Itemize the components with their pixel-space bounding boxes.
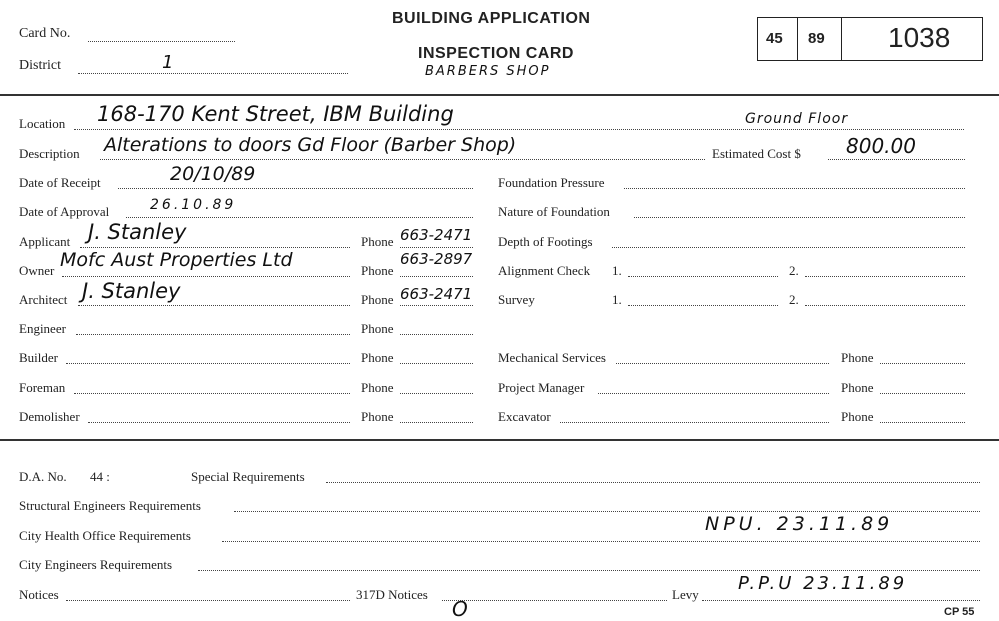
health-label: City Health Office Requirements [19, 528, 191, 543]
date-receipt-field [118, 188, 473, 189]
city-eng-label: City Engineers Requirements [19, 557, 173, 572]
engineer-field [76, 334, 350, 335]
divider-bottom [0, 439, 999, 441]
foundation-pressure-field [624, 188, 965, 189]
demolisher-phone-field [400, 422, 473, 423]
title-annotation: BARBERS SHOP [425, 64, 551, 79]
project-manager-phone-label: Phone [841, 380, 874, 395]
divider-top [0, 94, 999, 96]
nature-foundation-field [634, 217, 965, 218]
date-approval-value: 26.10.89 [150, 197, 237, 213]
applicant-phone-field [400, 247, 473, 248]
excavator-label: Excavator [498, 409, 551, 424]
da-no-label: D.A. No. [19, 469, 67, 484]
survey-two-field [805, 305, 965, 306]
architect-label: Architect [19, 292, 68, 307]
builder-label: Builder [19, 350, 58, 365]
date-receipt-label: Date of Receipt [19, 175, 101, 190]
project-manager-field [598, 393, 829, 394]
mechanical-phone-field [880, 363, 965, 364]
health-field [222, 541, 980, 542]
demolisher-field [88, 422, 350, 423]
owner-field [62, 276, 350, 277]
nature-foundation-label: Nature of Foundation [498, 204, 610, 219]
district-value: 1 [162, 52, 174, 73]
owner-label: Owner [19, 263, 55, 278]
levy-field [702, 600, 980, 601]
owner-phone-field [400, 276, 473, 277]
engineer-phone-field [400, 334, 473, 335]
survey-label: Survey [498, 292, 535, 307]
card-number: 1038 [888, 22, 951, 53]
notices-317d-label: 317D Notices [356, 587, 428, 602]
date-approval-label: Date of Approval [19, 204, 110, 219]
box-a-value: 45 [766, 30, 783, 47]
structural-label: Structural Engineers Requirements [19, 498, 201, 513]
structural-field [234, 511, 980, 512]
alignment-one-label: 1. [612, 263, 622, 278]
owner-phone-value: 663-2897 [400, 250, 473, 268]
location-value: 168-170 Kent Street, IBM Building [97, 102, 454, 126]
notices-label: Notices [19, 587, 59, 602]
description-value: Alterations to doors Gd Floor (Barber Shop) [104, 134, 517, 156]
mechanical-field [616, 363, 829, 364]
alignment-two-field [805, 276, 965, 277]
survey-one-field [628, 305, 778, 306]
card-no-label: Card No. [19, 26, 71, 41]
foundation-pressure-label: Foundation Pressure [498, 175, 605, 190]
project-manager-phone-field [880, 393, 965, 394]
builder-phone-field [400, 363, 473, 364]
health-value: NPU. 23.11.89 [705, 513, 894, 535]
district-field [78, 73, 348, 74]
special-req-field [326, 482, 980, 483]
depth-footings-field [612, 247, 965, 248]
title-line-2: INSPECTION CARD [418, 45, 574, 62]
excavator-field [560, 422, 829, 423]
box-b-value: 89 [808, 30, 825, 47]
description-label: Description [19, 146, 80, 161]
notices-317d-field [442, 600, 667, 601]
applicant-phone-label: Phone [361, 234, 394, 249]
excavator-phone-field [880, 422, 965, 423]
excavator-phone-label: Phone [841, 409, 874, 424]
builder-field [66, 363, 350, 364]
estimated-cost-value: 800.00 [846, 134, 916, 158]
levy-label: Levy [672, 587, 699, 602]
foreman-phone-label: Phone [361, 380, 394, 395]
applicant-value: J. Stanley [88, 220, 187, 244]
form-code: CP 55 [944, 606, 975, 618]
notices-317d-value: O [452, 597, 468, 621]
demolisher-label: Demolisher [19, 409, 80, 424]
title-line-1: BUILDING APPLICATION [392, 10, 591, 27]
engineer-phone-label: Phone [361, 321, 394, 336]
estimated-cost-field [828, 159, 965, 160]
estimated-cost-label: Estimated Cost $ [712, 146, 801, 161]
mechanical-label: Mechanical Services [498, 350, 606, 365]
applicant-phone-value: 663-2471 [400, 226, 473, 244]
alignment-check-label: Alignment Check [498, 263, 591, 278]
survey-two-label: 2. [789, 292, 799, 307]
date-receipt-value: 20/10/89 [170, 163, 256, 185]
location-extra: Ground Floor [745, 111, 849, 127]
foreman-field [74, 393, 350, 394]
applicant-label: Applicant [19, 234, 71, 249]
architect-field [78, 305, 350, 306]
levy-value: P.P.U 23.11.89 [738, 573, 908, 594]
alignment-one-field [628, 276, 778, 277]
owner-phone-label: Phone [361, 263, 394, 278]
foreman-label: Foreman [19, 380, 66, 395]
da-no-value: 44 : [90, 469, 110, 484]
city-eng-field [198, 570, 980, 571]
project-manager-label: Project Manager [498, 380, 585, 395]
architect-phone-label: Phone [361, 292, 394, 307]
location-label: Location [19, 116, 66, 131]
engineer-label: Engineer [19, 321, 66, 336]
survey-one-label: 1. [612, 292, 622, 307]
foreman-phone-field [400, 393, 473, 394]
description-field [100, 159, 705, 160]
special-req-label: Special Requirements [191, 469, 305, 484]
notices-field [66, 600, 350, 601]
date-approval-field [126, 217, 473, 218]
district-label: District [19, 58, 61, 73]
architect-value: J. Stanley [82, 279, 181, 303]
owner-value: Mofc Aust Properties Ltd [60, 249, 293, 271]
demolisher-phone-label: Phone [361, 409, 394, 424]
location-field [74, 129, 964, 130]
architect-phone-value: 663-2471 [400, 285, 473, 303]
card-no-field [88, 41, 235, 42]
mechanical-phone-label: Phone [841, 350, 874, 365]
applicant-field [80, 247, 350, 248]
builder-phone-label: Phone [361, 350, 394, 365]
alignment-two-label: 2. [789, 263, 799, 278]
architect-phone-field [400, 305, 473, 306]
depth-footings-label: Depth of Footings [498, 234, 593, 249]
